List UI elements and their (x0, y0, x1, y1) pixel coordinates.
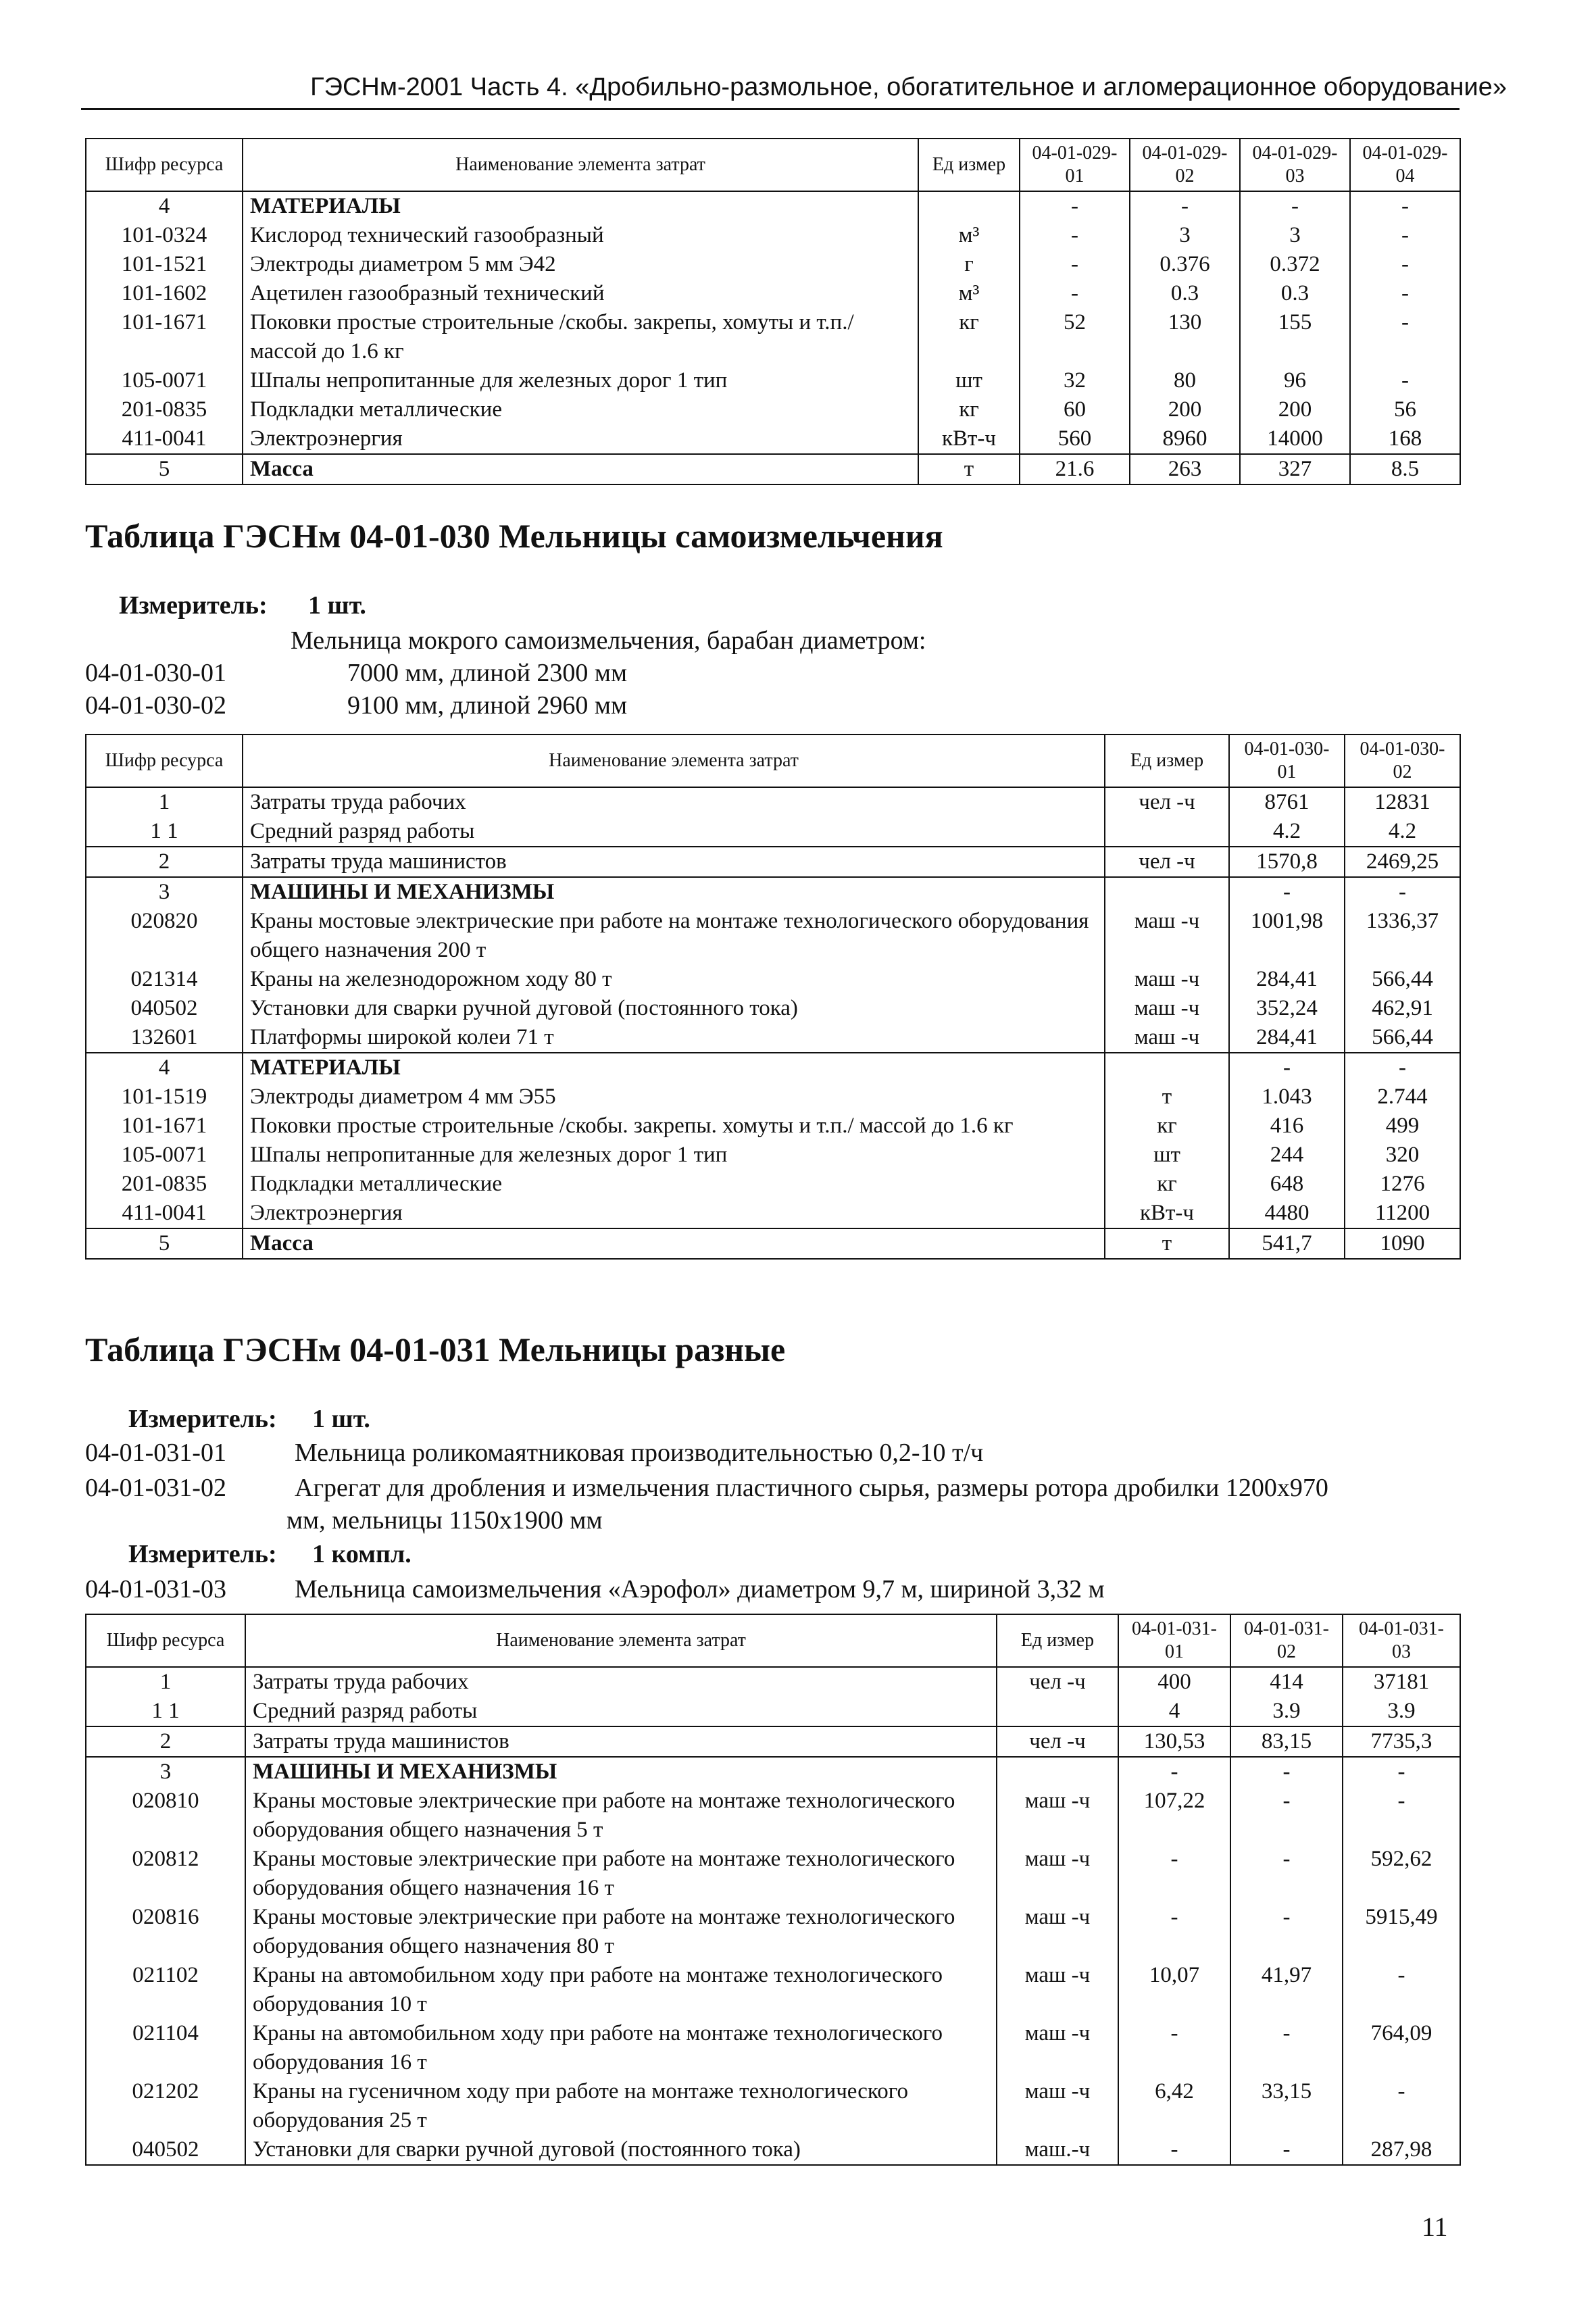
column-header: 04-01-029-03 (1240, 139, 1350, 191)
value-cell: 130,53 (1118, 1726, 1230, 1757)
table-030-title: Таблица ГЭСНм 04-01-030 Мельницы самоизмельчения (85, 517, 943, 555)
resource-code-cell: 4 (86, 1053, 243, 1082)
table-row (86, 1726, 1460, 1757)
cost-element-cell: МАТЕРИАЛЫ (243, 191, 918, 221)
resource-code-cell: 101-0324 (121, 223, 207, 247)
value-cell: - (1229, 1053, 1345, 1082)
unit-cell (1105, 877, 1229, 907)
item-text: Мельница роликомаятниковая производительностью 0,2-10 т/ч (295, 1439, 984, 1467)
unit-cell: кг (1105, 1170, 1229, 1199)
resource-code-cell: 021202 (132, 2079, 199, 2104)
resource-code-cell: 201-0835 (121, 397, 207, 422)
measure-value: 1 шт. (312, 1405, 370, 1433)
resource-code-cell: 101-1521 (121, 252, 207, 276)
cost-element-cell: Средний разряд работы (245, 1697, 997, 1726)
item-text: Мельница самоизмельчения «Аэрофол» диаметром 9,7 м, шириной 3,32 м (295, 1575, 1105, 1603)
resource-code-cell: 411-0041 (86, 1199, 243, 1228)
resource-code-cell: 1 1 (86, 817, 243, 847)
value-cell: 352,24 (1229, 994, 1345, 1023)
unit-cell (918, 191, 1020, 221)
value-cell: 4.2 (1345, 817, 1460, 847)
unit-cell: чел -ч (1105, 847, 1229, 877)
value-cell: - (1020, 279, 1130, 308)
value-cell: - (1350, 250, 1460, 279)
cost-element-cell: Кислород технический газообразный (243, 221, 918, 250)
measure-value: 1 шт. (308, 591, 366, 620)
cost-element-cell: Подкладки металлические (243, 1170, 1105, 1199)
table-header-row (86, 139, 1460, 191)
cost-element-cell: Краны на железнодорожном ходу 80 т (243, 965, 1105, 994)
value-cell: - (1350, 366, 1460, 395)
table-row (86, 1053, 1460, 1082)
cost-element-cell: Затраты труда машинистов (245, 1726, 997, 1757)
unit-cell: т (1105, 1082, 1229, 1112)
measure-label: Измеритель: (119, 591, 268, 620)
value-cell: - (1343, 1787, 1460, 1845)
cost-element-cell: Электроэнергия (243, 1199, 1105, 1228)
value-cell: 263 (1130, 454, 1240, 484)
value-cell: 0.3 (1240, 279, 1350, 308)
table-030 (85, 734, 1461, 1260)
unit-cell: маш -ч (997, 1845, 1118, 1903)
value-cell: - (1230, 2019, 1343, 2077)
value-cell: - (1350, 221, 1460, 250)
resource-code-cell: 020812 (132, 1847, 199, 1871)
table-header-row (86, 1614, 1460, 1667)
table-header-row (86, 735, 1460, 787)
resource-code-cell: 020810 (132, 1789, 199, 1813)
table-row (86, 787, 1460, 817)
value-cell: - (1130, 191, 1240, 221)
table-row (86, 2019, 1460, 2077)
page-number: 11 (1422, 2212, 1448, 2242)
table-row (86, 847, 1460, 877)
value-cell: 566,44 (1345, 1023, 1460, 1053)
value-cell: 21.6 (1020, 454, 1130, 484)
table-row (86, 1199, 1460, 1228)
cost-element-cell: Поковки простые строительные /скобы. закрепы, хомуты и т.п./ массой до 1.6 кг (243, 308, 918, 366)
column-header: Ед измер (1105, 735, 1229, 787)
resource-code-cell: 105-0071 (121, 368, 207, 393)
resource-code-cell: 040502 (132, 2137, 199, 2162)
resource-code-cell: 411-0041 (86, 424, 243, 454)
value-cell: 6,42 (1118, 2077, 1230, 2135)
unit-cell: маш -ч (997, 2077, 1118, 2135)
measure-label: Измеритель: (128, 1405, 277, 1433)
value-cell: 3.9 (1230, 1697, 1343, 1726)
value-cell: 8.5 (1350, 454, 1460, 484)
value-cell: - (1345, 877, 1460, 907)
column-header: 04-01-031-02 (1230, 1614, 1343, 1667)
value-cell: - (1350, 191, 1460, 221)
unit-cell: маш -ч (1105, 1023, 1229, 1053)
unit-cell (1105, 1053, 1229, 1082)
unit-cell: т (1105, 1228, 1229, 1259)
unit-cell: маш -ч (1105, 965, 1229, 994)
table-row (86, 308, 1460, 366)
value-cell: 1090 (1345, 1228, 1460, 1259)
cost-element-cell: Шпалы непропитанные для железных дорог 1 тип (243, 366, 918, 395)
unit-cell: маш -ч (997, 2019, 1118, 2077)
value-cell: 96 (1240, 366, 1350, 395)
value-cell: 592,62 (1343, 1845, 1460, 1903)
resource-code-cell: 5 (86, 454, 243, 484)
value-cell: 3 (1130, 221, 1240, 250)
value-cell: 3.9 (1343, 1697, 1460, 1726)
cost-element-cell: Затраты труда машинистов (243, 847, 1105, 877)
value-cell: 416 (1229, 1112, 1345, 1141)
item-code: 04-01-030-02 (85, 691, 226, 720)
unit-cell: маш -ч (997, 1903, 1118, 1961)
unit-cell: кг (918, 308, 1020, 366)
value-cell: - (1020, 191, 1130, 221)
value-cell: 2.744 (1345, 1082, 1460, 1112)
value-cell: - (1350, 279, 1460, 308)
cost-element-cell: Краны мостовые электрические при работе на монтаже технологического оборудования общего назначения 80 т (245, 1903, 997, 1961)
unit-cell: шт (1105, 1141, 1229, 1170)
value-cell: 200 (1130, 395, 1240, 424)
column-header: Наименование элемента затрат (245, 1614, 997, 1667)
value-cell: - (1230, 1845, 1343, 1903)
unit-cell: маш -ч (1105, 994, 1229, 1023)
value-cell: 60 (1020, 395, 1130, 424)
table-row (86, 1787, 1460, 1845)
cost-element-cell: Подкладки металлические (243, 395, 918, 424)
table-row (86, 1082, 1460, 1112)
cost-element-cell: Краны мостовые электрические при работе на монтаже технологического оборудования общего назначения 200 т (243, 907, 1105, 965)
value-cell: 0.3 (1130, 279, 1240, 308)
value-cell: 80 (1130, 366, 1240, 395)
resource-code-cell: 1 (158, 790, 170, 814)
value-cell: 244 (1229, 1141, 1345, 1170)
value-cell: 155 (1240, 308, 1350, 366)
table-row (86, 965, 1460, 994)
value-cell: 12831 (1345, 787, 1460, 817)
resource-code-cell: 2 (86, 1726, 245, 1757)
table-row (86, 250, 1460, 279)
page-header: ГЭСНм-2001 Часть 4. «Дробильно-размольное, обогатительное и агломерационное оборудование» (310, 73, 1507, 101)
cost-element-cell: Масса (243, 454, 918, 484)
unit-cell: чел -ч (1105, 787, 1229, 817)
column-header: Шифр ресурса (86, 139, 243, 191)
value-cell: 284,41 (1229, 965, 1345, 994)
unit-cell (997, 1697, 1118, 1726)
resource-code-cell: 040502 (130, 996, 198, 1020)
value-cell: - (1345, 1053, 1460, 1082)
resource-code-cell: 2 (86, 847, 243, 877)
table-row (86, 907, 1460, 965)
column-header: 04-01-029-04 (1350, 139, 1460, 191)
value-cell: 284,41 (1229, 1023, 1345, 1053)
cost-element-cell: Затраты труда рабочих (243, 787, 1105, 817)
resource-code-cell: 3 (86, 877, 243, 907)
column-header: Ед измер (918, 139, 1020, 191)
value-cell: 764,09 (1343, 2019, 1460, 2077)
value-cell: - (1240, 191, 1350, 221)
value-cell: - (1343, 1961, 1460, 2019)
value-cell: 560 (1020, 424, 1130, 454)
value-cell: 8761 (1229, 787, 1345, 817)
value-cell: - (1118, 1845, 1230, 1903)
cost-element-cell: Ацетилен газообразный технический (243, 279, 918, 308)
value-cell: 320 (1345, 1141, 1460, 1170)
value-cell: 462,91 (1345, 994, 1460, 1023)
table-row (86, 1112, 1460, 1141)
item-code: 04-01-031-01 (85, 1439, 226, 1467)
value-cell: - (1118, 1903, 1230, 1961)
unit-cell: маш -ч (997, 1787, 1118, 1845)
resource-code-cell: 3 (86, 1757, 245, 1787)
item-text: 9100 мм, длиной 2960 мм (347, 691, 627, 720)
resource-code-cell: 132601 (86, 1023, 243, 1053)
value-cell: 4 (1118, 1697, 1230, 1726)
value-cell: 11200 (1345, 1199, 1460, 1228)
value-cell: - (1020, 250, 1130, 279)
cost-element-cell: Установки для сварки ручной дуговой (постоянного тока) (243, 994, 1105, 1023)
value-cell: - (1343, 1757, 1460, 1787)
cost-element-cell: Краны на автомобильном ходу при работе на монтаже технологического оборудования 10 т (245, 1961, 997, 2019)
table-row (86, 1228, 1460, 1259)
table-row (86, 279, 1460, 308)
unit-cell: кг (1105, 1112, 1229, 1141)
cost-element-cell: Платформы широкой колеи 71 т (243, 1023, 1105, 1053)
resource-code-cell: 021104 (132, 2021, 199, 2045)
resource-code-cell: 101-1519 (121, 1085, 207, 1109)
value-cell: 41,97 (1230, 1961, 1343, 2019)
table-029 (85, 138, 1461, 485)
column-header: 04-01-029-01 (1020, 139, 1130, 191)
unit-cell: м³ (918, 279, 1020, 308)
value-cell: 648 (1229, 1170, 1345, 1199)
table-row (86, 1845, 1460, 1903)
value-cell: 10,07 (1118, 1961, 1230, 2019)
value-cell: 32 (1020, 366, 1130, 395)
value-cell: 4.2 (1229, 817, 1345, 847)
value-cell: - (1230, 1787, 1343, 1845)
value-cell: 0.376 (1130, 250, 1240, 279)
resource-code-cell: 201-0835 (121, 1172, 207, 1196)
item-code: 04-01-030-01 (85, 659, 226, 687)
table-row (86, 1903, 1460, 1961)
value-cell: - (1230, 1903, 1343, 1961)
table-row (86, 877, 1460, 907)
value-cell: 1276 (1345, 1170, 1460, 1199)
resource-code-cell: 4 (86, 191, 243, 221)
table-row (86, 1961, 1460, 2019)
resource-code-cell: 020820 (130, 909, 198, 933)
value-cell: 52 (1020, 308, 1130, 366)
cost-element-cell: Электроды диаметром 5 мм Э42 (243, 250, 918, 279)
value-cell: 33,15 (1230, 2077, 1343, 2135)
value-cell: 287,98 (1343, 2135, 1460, 2165)
cost-element-cell: Краны мостовые электрические при работе на монтаже технологического оборудования общего назначения 5 т (245, 1787, 997, 1845)
table-row (86, 454, 1460, 484)
cost-element-cell: Краны на автомобильном ходу при работе на монтаже технологического оборудования 16 т (245, 2019, 997, 2077)
value-cell: 14000 (1240, 424, 1350, 454)
resource-code-cell: 021314 (130, 967, 198, 991)
value-cell: 499 (1345, 1112, 1460, 1141)
unit-cell: т (918, 454, 1020, 484)
value-cell: 4480 (1229, 1199, 1345, 1228)
table-row (86, 395, 1460, 424)
cost-element-cell: Шпалы непропитанные для железных дорог 1 тип (243, 1141, 1105, 1170)
unit-cell: г (918, 250, 1020, 279)
cost-element-cell: Электроды диаметром 4 мм Э55 (243, 1082, 1105, 1112)
cost-element-cell: МАТЕРИАЛЫ (243, 1053, 1105, 1082)
table-031 (85, 1614, 1461, 2166)
value-cell: - (1343, 2077, 1460, 2135)
unit-cell (1105, 817, 1229, 847)
value-cell: - (1230, 1757, 1343, 1787)
resource-code-cell: 101-1671 (121, 1114, 207, 1138)
intro-text: Мельница мокрого самоизмельчения, барабан диаметром: (291, 626, 926, 655)
value-cell: 37181 (1343, 1667, 1460, 1697)
value-cell: 400 (1118, 1667, 1230, 1697)
cost-element-cell: Масса (243, 1228, 1105, 1259)
cost-element-cell: Установки для сварки ручной дуговой (постоянного тока) (245, 2135, 997, 2165)
unit-cell: маш.-ч (997, 2135, 1118, 2165)
unit-cell: кг (918, 395, 1020, 424)
column-header: 04-01-029-02 (1130, 139, 1240, 191)
value-cell: - (1229, 877, 1345, 907)
unit-cell: кВт-ч (918, 424, 1020, 454)
item-code: 04-01-031-02 (85, 1474, 226, 1502)
value-cell: 541,7 (1229, 1228, 1345, 1259)
table-031-title: Таблица ГЭСНм 04-01-031 Мельницы разные (85, 1330, 786, 1368)
measure-value: 1 компл. (312, 1540, 412, 1568)
resource-code-cell: 105-0071 (121, 1143, 207, 1167)
resource-code-cell: 101-1671 (121, 310, 207, 334)
cost-element-cell: Электроэнергия (243, 424, 918, 454)
value-cell: 2469,25 (1345, 847, 1460, 877)
column-header: 04-01-030-01 (1229, 735, 1345, 787)
item-text-continued: мм, мельницы 1150х1900 мм (286, 1506, 603, 1535)
column-header: 04-01-030-02 (1345, 735, 1460, 787)
table-row (86, 424, 1460, 454)
column-header: Шифр ресурса (86, 1614, 245, 1667)
unit-cell: чел -ч (997, 1667, 1118, 1697)
value-cell: 414 (1230, 1667, 1343, 1697)
table-row (86, 221, 1460, 250)
value-cell: 1.043 (1229, 1082, 1345, 1112)
header-rule (81, 108, 1460, 110)
value-cell: 83,15 (1230, 1726, 1343, 1757)
cost-element-cell: Поковки простые строительные /скобы. закрепы. хомуты и т.п./ массой до 1.6 кг (243, 1112, 1105, 1141)
value-cell: 1336,37 (1345, 907, 1460, 965)
cost-element-cell: Краны на гусеничном ходу при работе на монтаже технологического оборудования 25 т (245, 2077, 997, 2135)
unit-cell: м³ (918, 221, 1020, 250)
cost-element-cell: Затраты труда рабочих (245, 1667, 997, 1697)
table-row (86, 191, 1460, 221)
table-row (86, 2135, 1460, 2165)
value-cell: 566,44 (1345, 965, 1460, 994)
unit-cell: маш -ч (1105, 907, 1229, 965)
value-cell: 0.372 (1240, 250, 1350, 279)
value-cell: - (1350, 308, 1460, 366)
value-cell: 8960 (1130, 424, 1240, 454)
table-row (86, 1170, 1460, 1199)
value-cell: 327 (1240, 454, 1350, 484)
value-cell: 168 (1350, 424, 1460, 454)
table-row (86, 366, 1460, 395)
value-cell: - (1230, 2135, 1343, 2165)
table-row (86, 1697, 1460, 1726)
resource-code-cell: 021102 (132, 1963, 199, 1987)
unit-cell (997, 1757, 1118, 1787)
value-cell: 107,22 (1118, 1787, 1230, 1845)
measure-label: Измеритель: (128, 1540, 277, 1568)
table-row (86, 1757, 1460, 1787)
cost-element-cell: Средний разряд работы (243, 817, 1105, 847)
column-header: Ед измер (997, 1614, 1118, 1667)
cost-element-cell: МАШИНЫ И МЕХАНИЗМЫ (243, 877, 1105, 907)
value-cell: 1001,98 (1229, 907, 1345, 965)
resource-code-cell: 101-1602 (121, 281, 207, 305)
table-row (86, 1667, 1460, 1697)
value-cell: 7735,3 (1343, 1726, 1460, 1757)
table-row (86, 994, 1460, 1023)
unit-cell: чел -ч (997, 1726, 1118, 1757)
value-cell: - (1118, 2135, 1230, 2165)
cost-element-cell: Краны мостовые электрические при работе на монтаже технологического оборудования общего назначения 16 т (245, 1845, 997, 1903)
value-cell: - (1020, 221, 1130, 250)
value-cell: 5915,49 (1343, 1903, 1460, 1961)
value-cell: 1570,8 (1229, 847, 1345, 877)
column-header: 04-01-031-03 (1343, 1614, 1460, 1667)
column-header: Наименование элемента затрат (243, 139, 918, 191)
value-cell: 200 (1240, 395, 1350, 424)
column-header: Наименование элемента затрат (243, 735, 1105, 787)
table-row (86, 817, 1460, 847)
unit-cell: шт (918, 366, 1020, 395)
resource-code-cell: 1 1 (86, 1697, 245, 1726)
column-header: 04-01-031-01 (1118, 1614, 1230, 1667)
value-cell: 56 (1350, 395, 1460, 424)
resource-code-cell: 5 (86, 1228, 243, 1259)
item-text: Агрегат для дробления и измельчения пластичного сырья, размеры ротора дробилки 1200х970 (295, 1474, 1328, 1502)
value-cell: - (1118, 2019, 1230, 2077)
item-code: 04-01-031-03 (85, 1575, 226, 1603)
cost-element-cell: МАШИНЫ И МЕХАНИЗМЫ (245, 1757, 997, 1787)
unit-cell: маш -ч (997, 1961, 1118, 2019)
item-text: 7000 мм, длиной 2300 мм (347, 659, 627, 687)
value-cell: - (1118, 1757, 1230, 1787)
table-row (86, 1141, 1460, 1170)
table-row (86, 2077, 1460, 2135)
unit-cell: кВт-ч (1105, 1199, 1229, 1228)
resource-code-cell: 1 (159, 1670, 172, 1694)
value-cell: 3 (1240, 221, 1350, 250)
column-header: Шифр ресурса (86, 735, 243, 787)
table-row (86, 1023, 1460, 1053)
resource-code-cell: 020816 (132, 1905, 199, 1929)
value-cell: 130 (1130, 308, 1240, 366)
